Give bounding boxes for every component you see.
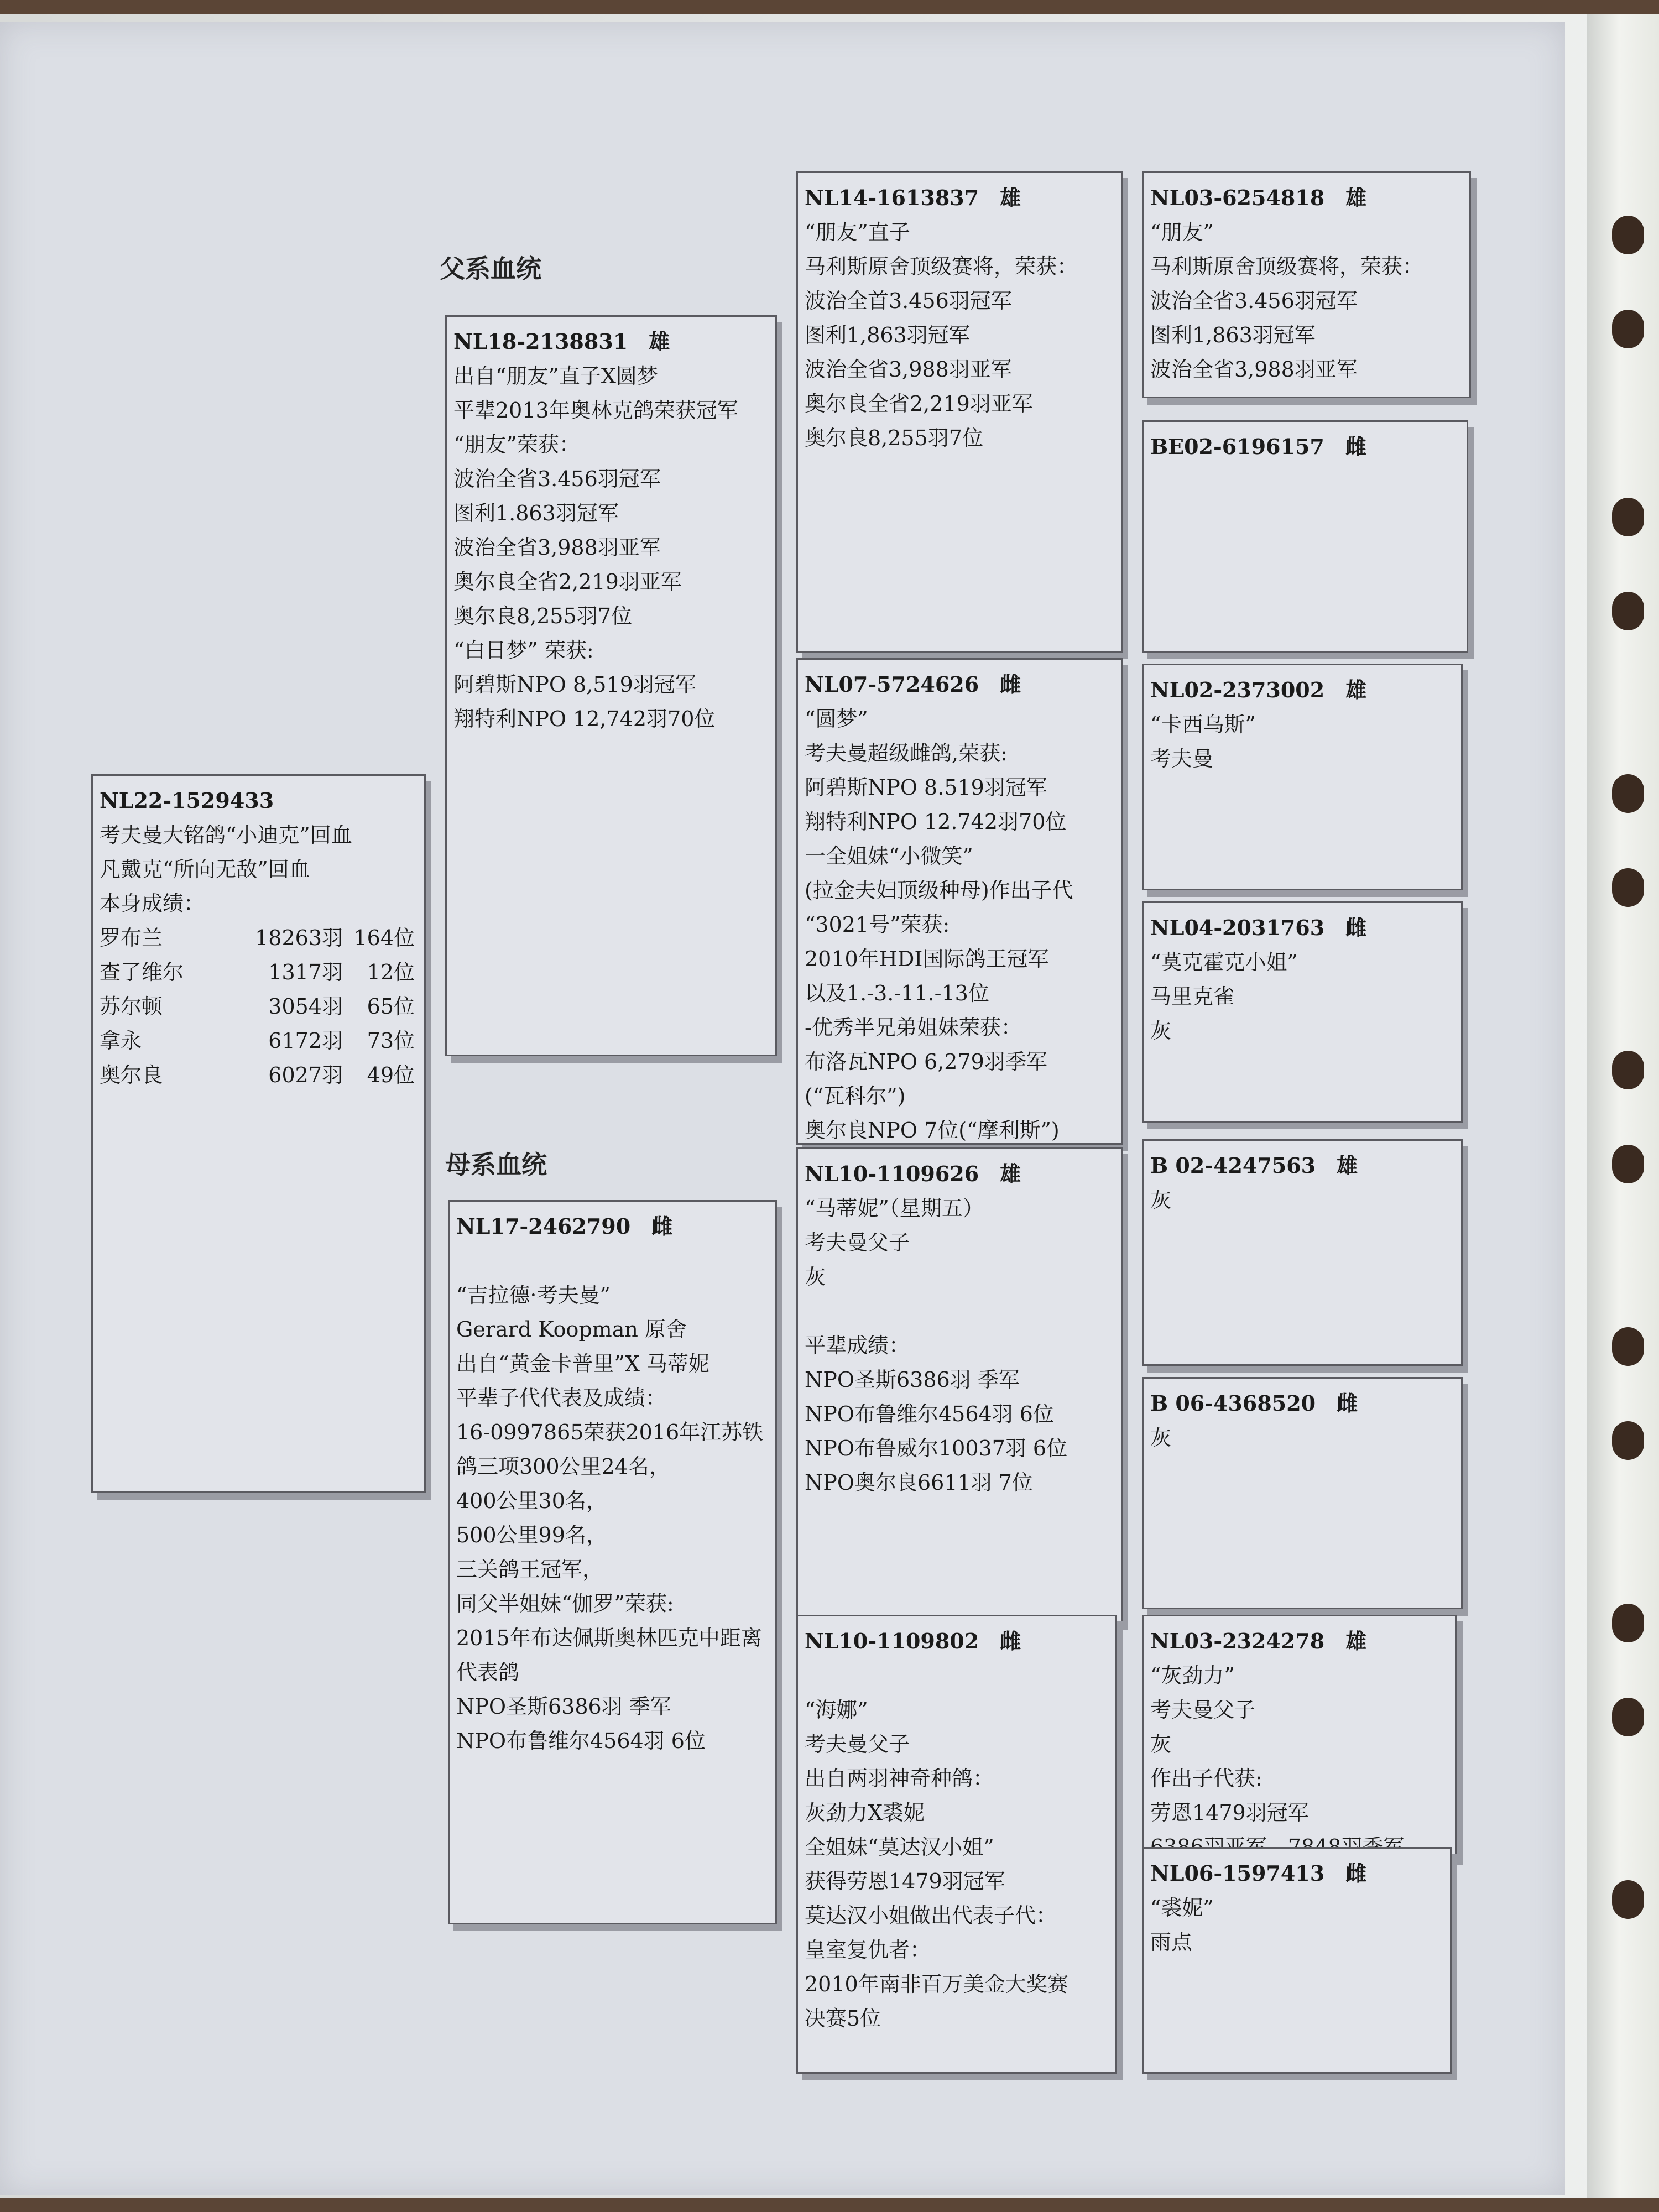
pedigree-line: “朋友”直子: [805, 220, 910, 244]
ring-number: NL17-2462790 雌: [456, 1214, 673, 1239]
pedigree-line: 2010年HDI国际鸽王冠军: [805, 947, 1049, 971]
sire-box: [445, 315, 777, 1056]
ring-number: NL04-2031763 雌: [1150, 915, 1367, 940]
punch-hole: [1612, 774, 1644, 813]
ring-number: NL07-5724626 雌: [805, 672, 1021, 697]
pedigree-line: “裘妮”: [1150, 1896, 1214, 1920]
pedigree-line: 波治全省3,988羽亚军: [805, 357, 1012, 382]
pedigree-line: 代表鸽: [456, 1660, 520, 1684]
pedigree-line: 决赛5位: [805, 2006, 881, 2031]
pedigree-line: 皇室复仇者：: [805, 1938, 931, 1962]
ddd-box: [1142, 1847, 1452, 2074]
result-birds: 6172羽: [268, 1029, 343, 1053]
pedigree-line: 阿碧斯NPO 8,519羽冠军: [453, 672, 696, 697]
pedigree-line: 出自两羽神奇种鸽：: [805, 1766, 994, 1791]
dam-box: [448, 1200, 777, 1924]
sdd-lines: [1150, 911, 1454, 1048]
pedigree-line: [456, 1244, 769, 1278]
pedigree-line: 灰: [1150, 1019, 1172, 1043]
pedigree-line: 获得劳恩1479羽冠军: [805, 1869, 1005, 1893]
punch-hole: [1612, 1145, 1644, 1183]
sire-dam-lines: [805, 667, 1114, 1147]
pedigree-line: 2010年南非百万美金大奖赛: [805, 1972, 1068, 1996]
pedigree-line: “圆梦”: [805, 707, 868, 731]
sire-dam-box: [796, 658, 1123, 1145]
result-birds: 1317羽: [268, 960, 343, 984]
pedigree-line: 作出子代获:: [1150, 1766, 1262, 1791]
dsd-lines: [1150, 1386, 1454, 1455]
pedigree-line: 灰: [1150, 1188, 1172, 1212]
subject-results: [100, 921, 418, 1092]
pedigree-line: 考夫曼大铭鸽“小迪克”回血: [100, 823, 352, 847]
pedigree-line: NPO奥尔良6611羽 7位: [805, 1470, 1033, 1495]
punch-hole: [1612, 1051, 1644, 1089]
dam-lines: [456, 1209, 769, 1758]
pedigree-line: 马里克雀: [1150, 984, 1235, 1009]
pedigree-line: 奥尔良NPO 7位(“摩利斯”): [805, 1118, 1060, 1142]
pedigree-sheet: [0, 22, 1565, 2195]
pedigree-line: 2015年布达佩斯奥林匹克中距离: [456, 1626, 762, 1650]
pedigree-line: 16-0997865荣获2016年江苏铁: [456, 1420, 764, 1444]
pedigree-line: 平辈2013年奥林克鸽荣获冠军: [453, 398, 738, 422]
result-rank: 12位: [367, 960, 415, 984]
result-row: [100, 1058, 418, 1092]
pedigree-line: 奥尔良8,255羽7位: [453, 604, 632, 628]
pedigree-line: 波治全省3,988羽亚军: [453, 535, 661, 560]
dam-dam-box: [796, 1615, 1117, 2074]
result-row: [100, 955, 418, 989]
sire-sire-box: [796, 171, 1123, 653]
paternal-heading: 父系血统: [440, 254, 541, 284]
pedigree-line: “白日梦” 荣获:: [453, 638, 594, 662]
pedigree-line: NPO圣斯6386羽 季军: [456, 1694, 671, 1719]
ssd-box: [1142, 420, 1468, 653]
result-place: 拿永: [100, 1029, 142, 1053]
pedigree-line: “3021号”荣获:: [805, 912, 950, 937]
pedigree-line: 400公里30名，: [456, 1489, 607, 1513]
punch-hole: [1612, 1698, 1644, 1736]
pedigree-line: 雨点: [1150, 1930, 1193, 1954]
ring-number: NL18-2138831 雄: [453, 329, 670, 354]
pedigree-line: 考夫曼父子: [805, 1230, 910, 1255]
pedigree-line: 波治全首3.456羽冠军: [805, 289, 1012, 313]
pedigree-line: 马利斯原舍顶级赛将，荣获：: [805, 254, 1078, 279]
result-rank: 49位: [367, 1063, 415, 1087]
pedigree-line: 出自“黄金卡普里”X 马蒂妮: [456, 1352, 709, 1376]
pedigree-line: 马利斯原舍顶级赛将，荣获：: [1150, 254, 1424, 279]
pedigree-line: 图利1.863羽冠军: [453, 501, 619, 525]
pedigree-line: [805, 1658, 1109, 1693]
ring-number: B 02-4247563 雄: [1150, 1153, 1358, 1178]
sds-lines: [1150, 673, 1454, 776]
result-place: 奥尔良: [100, 1063, 163, 1087]
ring-number: NL10-1109802 雌: [805, 1629, 1021, 1653]
pedigree-line: 考夫曼超级雌鸽,荣获:: [805, 741, 1008, 765]
punch-hole: [1612, 592, 1644, 630]
pedigree-line: 翔特利NPO 12,742羽70位: [453, 707, 716, 731]
pedigree-line: 平辈成绩：: [805, 1333, 910, 1358]
sdd-box: [1142, 901, 1463, 1123]
punch-hole: [1612, 1327, 1644, 1366]
pedigree-line: NPO布鲁维尔4564羽 6位: [456, 1729, 706, 1753]
pedigree-line: 图利1,863羽冠军: [1150, 323, 1316, 347]
pedigree-line: NPO圣斯6386羽 季军: [805, 1368, 1020, 1392]
pedigree-line: NPO布鲁维尔4564羽 6位: [805, 1402, 1054, 1426]
pedigree-line: 鸽三项300公里24名，: [456, 1454, 670, 1479]
pedigree-line: 奥尔良8,255羽7位: [805, 426, 983, 450]
pedigree-line: 灰劲力X裘妮: [805, 1801, 925, 1825]
pedigree-line: Gerard Koopman 原舍: [456, 1317, 687, 1342]
pedigree-line: 出自“朋友”直子X圆梦: [453, 364, 658, 388]
dss-lines: [1150, 1149, 1454, 1217]
ring-number: NL22-1529433: [100, 788, 274, 813]
sss-lines: [1150, 181, 1463, 387]
pedigree-line: 以及1.-3.-11.-13位: [805, 981, 989, 1005]
subject-box: [91, 774, 426, 1493]
pedigree-line: 灰: [1150, 1732, 1172, 1756]
pedigree-line: 灰: [805, 1265, 826, 1289]
punch-hole: [1612, 868, 1644, 907]
pedigree-line: 三关鸽王冠军，: [456, 1557, 604, 1582]
pedigree-line: 一全姐妹“小微笑”: [805, 844, 973, 868]
dsd-box: [1142, 1377, 1463, 1609]
pedigree-line: 凡戴克“所向无敌”回血: [100, 857, 310, 881]
pedigree-line: “朋友”荣获：: [453, 432, 580, 457]
ring-number: BE02-6196157 雌: [1150, 434, 1366, 459]
pedigree-line: 同父半姐妹“伽罗”荣获:: [456, 1592, 674, 1616]
subject-lines: [100, 784, 418, 921]
dam-sire-box: [796, 1147, 1123, 1623]
sds-box: [1142, 664, 1463, 890]
result-birds: 6027羽: [268, 1063, 343, 1087]
pedigree-line: “灰劲力”: [1150, 1663, 1235, 1688]
dss-box: [1142, 1139, 1463, 1366]
pedigree-line: 考夫曼父子: [805, 1732, 910, 1756]
dds-lines: [1150, 1624, 1449, 1864]
result-row: [100, 989, 418, 1024]
pedigree-line: “莫克霍克小姐”: [1150, 950, 1298, 974]
ring-number: NL14-1613837 雄: [805, 185, 1021, 210]
pedigree-line: 本身成绩：: [100, 891, 205, 916]
pedigree-line: 平辈子代代表及成绩：: [456, 1386, 667, 1410]
dam-dam-lines: [805, 1624, 1109, 2036]
result-birds: 3054羽: [268, 994, 343, 1019]
pedigree-line: “卡西乌斯”: [1150, 712, 1256, 737]
pedigree-line: [805, 1294, 1114, 1328]
pedigree-line: NPO布鲁威尔10037羽 6位: [805, 1436, 1068, 1460]
pedigree-line: 劳恩1479羽冠军: [1150, 1801, 1309, 1825]
punch-hole: [1612, 498, 1644, 536]
sss-box: [1142, 171, 1471, 398]
pedigree-line: 波治全省3.456羽冠军: [453, 467, 661, 491]
pedigree-line: 灰: [1150, 1426, 1172, 1450]
pedigree-line: 阿碧斯NPO 8.519羽冠军: [805, 775, 1047, 800]
sire-lines: [453, 325, 769, 736]
maternal-heading: 母系血统: [445, 1150, 547, 1180]
result-row: [100, 1024, 418, 1058]
sire-sire-lines: [805, 181, 1114, 455]
punch-hole: [1612, 1880, 1644, 1919]
pedigree-line: 波治全省3.456羽冠军: [1150, 289, 1358, 313]
pedigree-line: “海娜”: [805, 1698, 868, 1722]
ring-number: B 06-4368520 雌: [1150, 1391, 1358, 1416]
result-place: 罗布兰: [100, 926, 163, 950]
pedigree-line: 波治全省3,988羽亚军: [1150, 357, 1358, 382]
result-place: 查了维尔: [100, 960, 184, 984]
pedigree-line: (拉金夫妇顶级种母)作出子代: [805, 878, 1073, 902]
pedigree-line: “马蒂妮”（星期五）: [805, 1196, 984, 1220]
result-birds: 18263羽: [255, 926, 343, 950]
ring-number: NL06-1597413 雌: [1150, 1861, 1367, 1886]
pedigree-line: 考夫曼父子: [1150, 1698, 1256, 1722]
result-rank: 73位: [367, 1029, 415, 1053]
pedigree-line: 全姐妹“莫达汉小姐”: [805, 1835, 994, 1859]
ssd-lines: [1150, 430, 1460, 464]
ring-number: NL02-2373002 雄: [1150, 677, 1367, 702]
ring-number: NL03-2324278 雄: [1150, 1629, 1367, 1653]
pedigree-line: 500公里99名，: [456, 1523, 607, 1547]
result-row: [100, 921, 418, 955]
dds-box: [1142, 1615, 1457, 1858]
ring-number: NL03-6254818 雄: [1150, 185, 1367, 210]
ddd-lines: [1150, 1856, 1443, 1959]
pedigree-line: (“瓦科尔”): [805, 1084, 906, 1108]
punch-hole: [1612, 310, 1644, 348]
pedigree-line: “吉拉德·考夫曼”: [456, 1283, 611, 1307]
pedigree-line: -优秀半兄弟姐妹荣获：: [805, 1015, 1022, 1040]
punch-hole: [1612, 1604, 1644, 1642]
pedigree-line: 奥尔良全省2,219羽亚军: [453, 570, 682, 594]
result-rank: 164位: [353, 926, 415, 950]
pedigree-line: 考夫曼: [1150, 747, 1214, 771]
pedigree-line: 莫达汉小姐做出代表子代：: [805, 1903, 1057, 1928]
pedigree-line: 翔特利NPO 12.742羽70位: [805, 810, 1067, 834]
result-place: 苏尔顿: [100, 994, 163, 1019]
punch-hole: [1612, 216, 1644, 254]
pedigree-line: 布洛瓦NPO 6,279羽季军: [805, 1050, 1047, 1074]
pedigree-line: 图利1,863羽冠军: [805, 323, 970, 347]
pedigree-line: 奥尔良全省2,219羽亚军: [805, 392, 1033, 416]
punch-hole: [1612, 1421, 1644, 1460]
result-rank: 65位: [367, 994, 415, 1019]
pedigree-line: “朋友”: [1150, 220, 1214, 244]
ring-number: NL10-1109626 雄: [805, 1161, 1021, 1186]
dam-sire-lines: [805, 1157, 1114, 1500]
